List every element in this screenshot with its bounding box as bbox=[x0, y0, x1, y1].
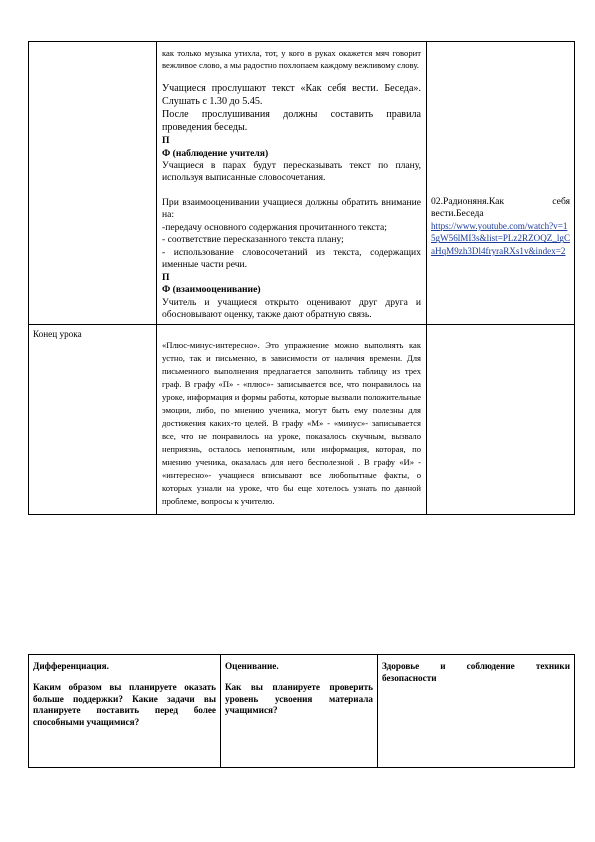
differentiation-question: Каким образом вы планируете оказать больше поддержки? Какие задачи вы планируете поставить перед более способными учащимися? bbox=[33, 681, 216, 728]
resource-title: 02.Радионяня.Как себя вести.Беседа bbox=[431, 196, 570, 220]
lesson-end-resources-cell bbox=[427, 324, 575, 515]
p-letter: П bbox=[162, 135, 170, 147]
lesson-end-text: «Плюс-минус-интересно». Это упражнение можно выполнять как устно, так и письменно, в зависимости от наличия времени. Для письменного выполнения предлагается заполнить таблицу из трех граф. В графу «П» - «плюс»- записывается все, что понравилось на уроке, информация и формы работы, которые вызвали положительные эмоции, либо, по мнению ученика, могут быть ему полезны для достижения каких-то целей. В графу «М» - «минус»- записывается все, что не понравилось на уроке, показалось скучным, вызвало неприязнь, осталось непонятным, или информация, которая, по мнению ученика, оказалась для него бесполезной . В графу «И» - «интересно»- учащиеся вписывают все любопытные факты, о которых узнали на уроке, что бы еще хотелось узнать по данной проблеме, вопросы к учителю. bbox=[162, 339, 421, 507]
differentiation-cell bbox=[29, 655, 221, 768]
teacher-actions-cell bbox=[157, 42, 427, 325]
criterion-item: - соответствие пересказанного текста плану; bbox=[162, 234, 344, 246]
criterion-item: - использование словосочетаний из текста, содержащих именные части речи. bbox=[162, 246, 421, 271]
listening-instruction: Учащиеся прослушают текст «Как себя вести. Беседа». Слушать с 1.30 до 5.45. bbox=[162, 83, 421, 108]
stage-cell bbox=[29, 324, 157, 515]
resources-cell bbox=[427, 42, 575, 325]
lesson-end-activity-cell bbox=[157, 324, 427, 515]
activity-text: как только музыка утихла, тот, у кого в руках окажется мяч говорит вежливое слово, а мы радостно похлопаем каждому вежливому слову. bbox=[162, 48, 421, 71]
stage-cell-empty bbox=[29, 42, 157, 325]
table-row bbox=[29, 324, 575, 515]
resource-link[interactable]: https://www.youtube.com/watch?v=15gW56lMI3s&list=PLz2RZOQZ_lgCaHqM9zh3Dl4fryraRXs1v&index=2 bbox=[431, 220, 571, 256]
peer-evaluation-intro: При взаимооценивании учащиеся должны обратить внимание на: bbox=[162, 196, 421, 221]
assessment-title: Оценивание. bbox=[225, 661, 279, 671]
differentiation-title: Дифференциация. bbox=[33, 661, 109, 671]
p-letter: П bbox=[162, 271, 170, 283]
pairs-text: Учащиеся в парах будут пересказывать текст по плану, используя выписанные словосочетания. bbox=[162, 159, 421, 184]
after-listening-text: После прослушивания должны составить правила проведения беседы. bbox=[162, 109, 421, 134]
peer-evaluation-heading: Ф (взаимооценивание) bbox=[162, 284, 261, 296]
lesson-plan-table bbox=[28, 41, 575, 515]
table-row bbox=[29, 42, 575, 325]
assessment-cell bbox=[221, 655, 378, 768]
differentiation-table bbox=[28, 654, 575, 768]
feedback-text: Учитель и учащиеся открыто оценивают друг друга и обосновывают оценку, также дают обратную связь. bbox=[162, 296, 421, 321]
safety-cell bbox=[378, 655, 575, 768]
criterion-item: -передачу основного содержания прочитанного текста; bbox=[162, 221, 387, 233]
table-row bbox=[29, 655, 575, 768]
lesson-end-label: Конец урока bbox=[33, 328, 82, 339]
observation-heading: Ф (наблюдение учителя) bbox=[162, 147, 269, 159]
safety-title: Здоровье и соблюдение техники безопасности bbox=[382, 661, 570, 683]
assessment-question: Как вы планируете проверить уровень усвоения материала учащимися? bbox=[225, 681, 373, 716]
